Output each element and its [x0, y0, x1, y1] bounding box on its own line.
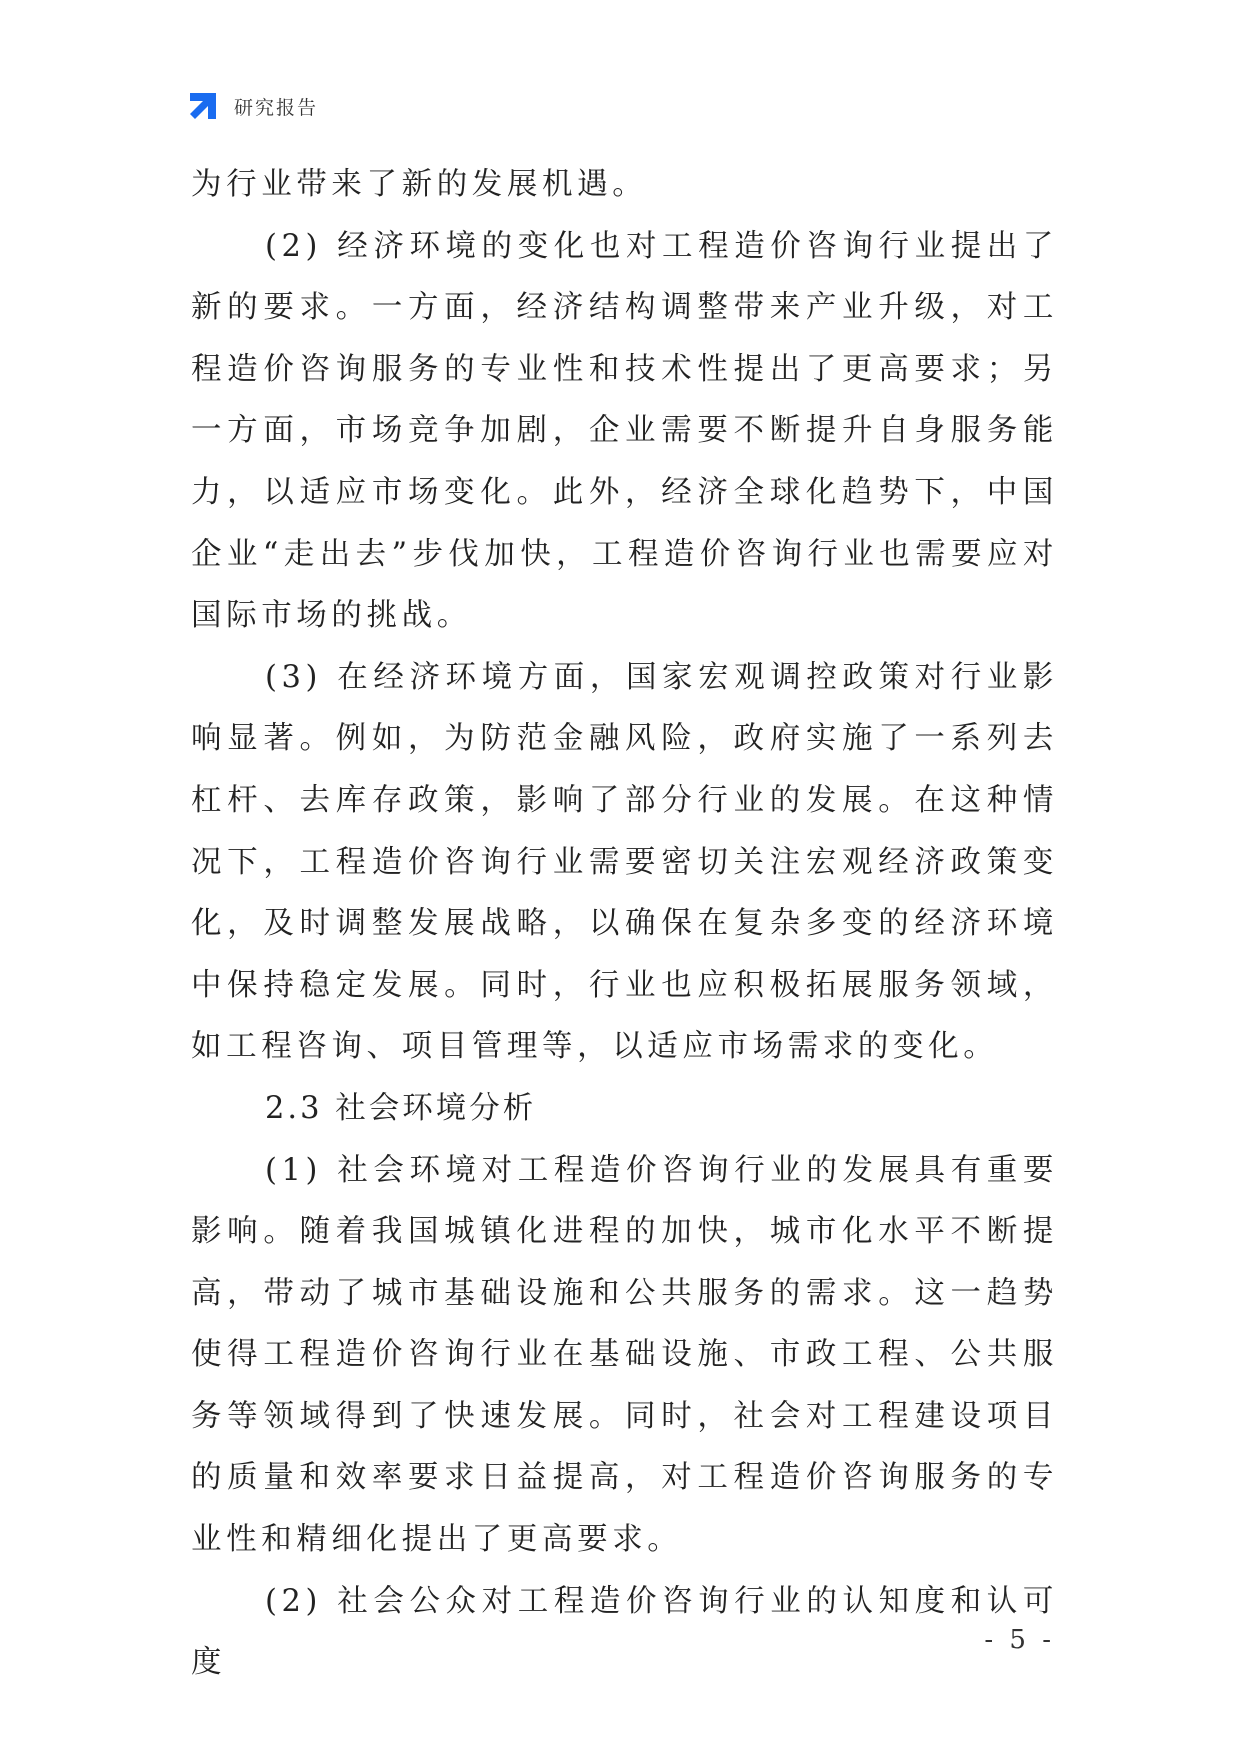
- paragraph-economic-2: (2) 经济环境的变化也对工程造价咨询行业提出了新的要求。一方面，经济结构调整带来产业升级，对工程造价咨询服务的专业性和技术性提出了更高要求；另一方面，市场竞争加剧，企业需要不断提升自身服务能力，以适应市场变化。此外，经济全球化趋势下，中国企业“走出去”步伐加快，工程造价咨询行业也需要应对国际市场的挑战。: [191, 228, 1058, 634]
- paragraph-social-1: (1) 社会环境对工程造价咨询行业的发展具有重要影响。随着我国城镇化进程的加快，城市化水平不断提高，带动了城市基础设施和公共服务的需求。这一趋势使得工程造价咨询行业在基础设施、市政工程、公共服务等领域得到了快速发展。同时，社会对工程建设项目的质量和效率要求日益提高，对工程造价咨询服务的专业性和精细化提出了更高要求。: [191, 1152, 1058, 1558]
- arrow-up-right-logo-icon: [186, 89, 220, 123]
- header-title: 研究报告: [234, 96, 319, 119]
- section-heading: 2.3 社会环境分析: [265, 1090, 537, 1126]
- page-number: - 5 -: [984, 1625, 1055, 1655]
- document-body: [191, 154, 1058, 1694]
- paragraph-continuation: 为行业带来了新的发展机遇。: [191, 167, 648, 202]
- paragraph-economic-3: (3) 在经济环境方面，国家宏观调控政策对行业影响显著。例如，为防范金融风险，政府实施了一系列去杠杆、去库存政策，影响了部分行业的发展。在这种情况下，工程造价咨询行业需要密切关注宏观经济政策变化，及时调整发展战略，以确保在复杂多变的经济环境中保持稳定发展。同时，行业也应积极拓展服务领域，如工程咨询、项目管理等，以适应市场需求的变化。: [191, 659, 1058, 1065]
- report-header: [186, 88, 318, 124]
- paragraph-social-2: (2) 社会公众对工程造价咨询行业的认知度和认可度: [191, 1583, 1058, 1681]
